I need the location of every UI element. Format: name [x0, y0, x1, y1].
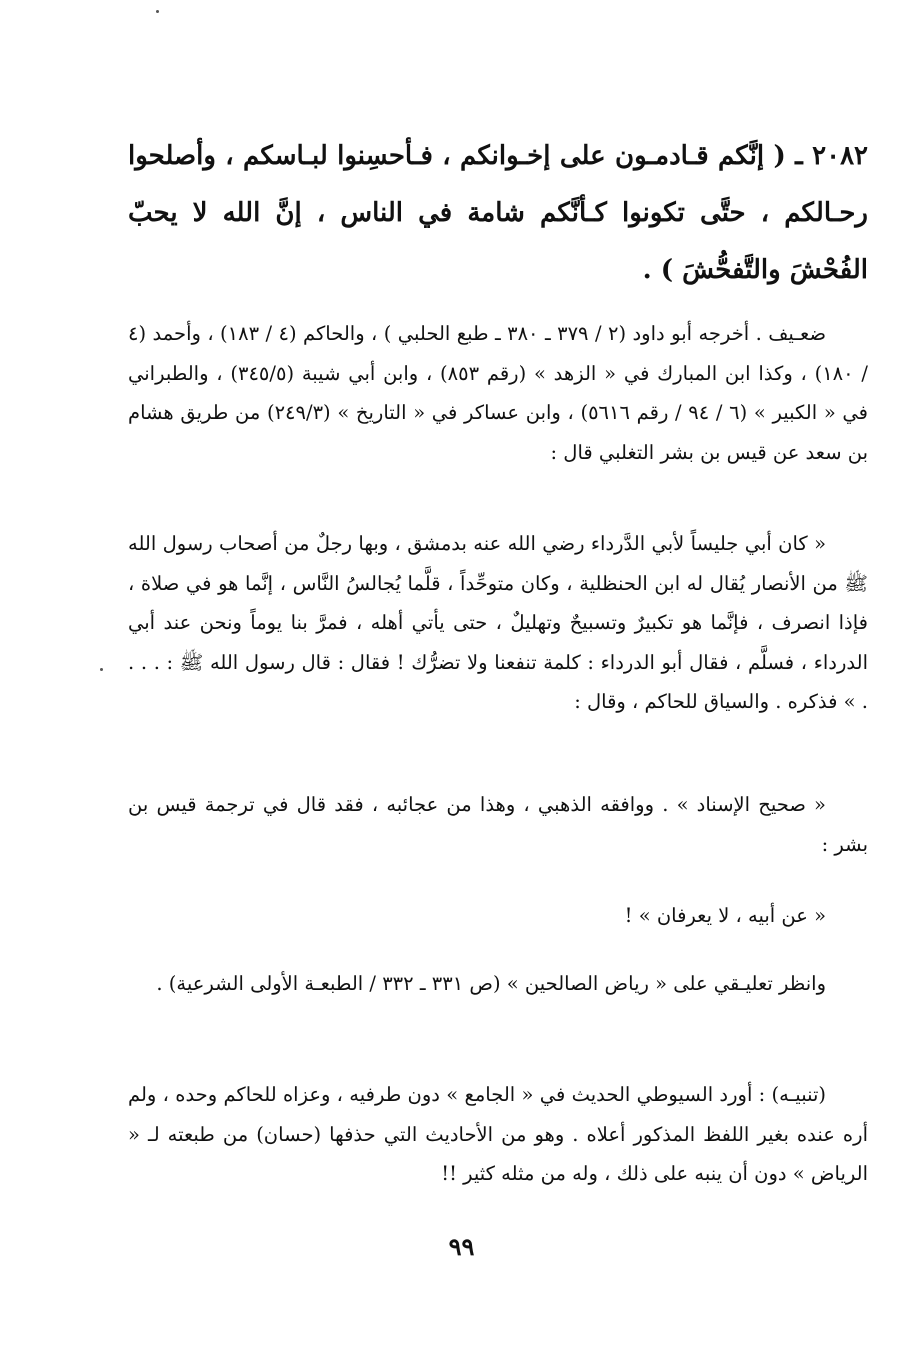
- scan-speck: [156, 10, 159, 13]
- dhahabi-quote-paragraph: « عن أبيه ، لا يعرفان » !: [624, 904, 826, 927]
- reference-paragraph: وانظر تعليـقي على « رياض الصالحين » (ص ٣٣١ ـ ٣٣٢ / الطبعـة الأولى الشرعية) .: [156, 972, 826, 995]
- narration-paragraph: « كان أبي جليساً لأبي الدَّرداء رضي الله عنه بدمشق ، وبها رجلٌ من أصحاب رسول الله ﷺ من الأنصار يُقال له ابن الحنظلية ، وكان متوحِّداً ، قلَّما يُجالسُ النَّاس ، إنَّما هو في صلاة ، فإذا انصرف ، فإنَّما هو تكبيرٌ وتسبيحٌ وتهليلٌ ، حتى يأتي أهله ، فمرَّ بنا يوماً ونحن عند أبي الدرداء ، فسلَّم ، فقال أبو الدرداء : كلمة تنفعنا ولا تضرُّك ! فقال : قال رسول الله ﷺ : . . . . » فذكره . والسياق للحاكم ، وقال :: [128, 532, 868, 713]
- takhrij-paragraph: ضعـيف . أخرجه أبو داود (٢ / ٣٧٩ ـ ٣٨٠ ـ طبع الحلبي ) ، والحاكم (٤ / ١٨٣) ، وأحمد (٤ / ١٨٠) ، وكذا ابن المبارك في « الزهد » (رقم ٨٥٣) ، وابن أبي شيبة (٣٤٥/٥) ، والطبراني في « الكبير » (٦ / ٩٤ / رقم ٥٦١٦) ، وابن عساكر في « التاريخ » (٢٤٩/٣) من طريق هشام بن سعد عن قيس بن بشر التغلبي قال :: [128, 322, 868, 464]
- hadith-text: ٢٠٨٢ ـ ( إنَّكم قـادمـون على إخـوانكم ، فـأحسِنوا لبـاسكم ، وأصلحوا رحـالكم ، حتَّى تكونوا كـأنَّكم شامة في الناس ، إنَّ الله لا يحبّ الفُحْشَ والتَّفحُّشَ ) .: [128, 141, 868, 285]
- grading-paragraph: « صحيح الإسناد » . ووافقه الذهبي ، وهذا من عجائبه ، فقد قال في ترجمة قيس بن بشر :: [128, 793, 868, 856]
- page-number: ٩٩: [448, 1232, 475, 1261]
- note-paragraph: (تنبيـه) : أورد السيوطي الحديث في « الجامع » دون طرفيه ، وعزاه للحاكم وحده ، ولم أره عنده بغير اللفظ المذكور أعلاه . وهو من الأحاديث التي حذفها (حسان) من طبعته لـ « الرياض » دون أن ينبه على ذلك ، وله من مثله كثير !!: [128, 1083, 868, 1185]
- scan-speck: [100, 668, 103, 671]
